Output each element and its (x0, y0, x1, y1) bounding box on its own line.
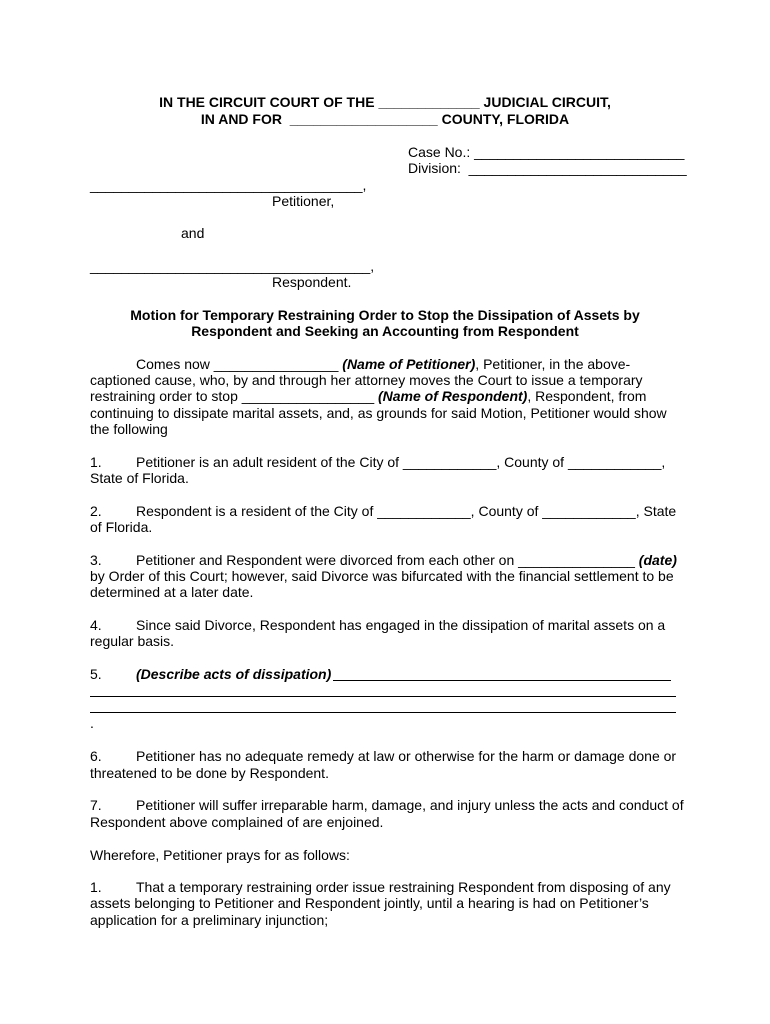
and-label: and (181, 225, 205, 241)
respondent-name-blank: ____________________________________, (90, 258, 375, 274)
motion-title-line1: Motion for Temporary Restraining Order to Stop the Dissipation of Assets by (130, 307, 640, 323)
petitioner-name-blank: ___________________________________, (90, 177, 367, 193)
item-4-line2: regular basis. (90, 633, 175, 649)
item-7-line2: Respondent above complained of are enjoined. (90, 814, 384, 830)
item-4-line1: Since said Divorce, Respondent has engaged in the dissipation of marital assets on a (136, 617, 666, 633)
item-3-line3: determined at a later date. (90, 584, 254, 600)
item-2-number: 2. (90, 503, 102, 519)
respondent-label: Respondent. (272, 274, 352, 290)
prayer-1-line3: application for a preliminary injunction; (90, 912, 329, 928)
item-2-line2: of Florida. (90, 519, 153, 535)
court-heading-line2: IN AND FOR ___________________ COUNTY, FLORIDA (200, 111, 570, 127)
item-5-blank-line2 (90, 696, 676, 697)
petitioner-label: Petitioner, (272, 193, 335, 209)
case-number-field: Case No.: ___________________________ (408, 144, 685, 160)
item-5-label: (Describe acts of dissipation) (136, 666, 332, 682)
item-6-number: 6. (90, 748, 102, 764)
item-3-line1: Petitioner and Respondent were divorced from each other on _______________ (date) (136, 552, 677, 568)
item-5-period: . (90, 715, 94, 731)
item-4-number: 4. (90, 617, 102, 633)
item-3-line2: by Order of this Court; however, said Divorce was bifurcated with the financial settlement to be (90, 568, 674, 584)
prayer-1-line1: That a temporary restraining order issue restraining Respondent from disposing of any (136, 879, 671, 895)
intro-line3: restraining order to stop _________________ (Name of Respondent), Respondent, from (90, 388, 647, 404)
motion-title-line2: Respondent and Seeking an Accounting from Respondent (191, 323, 579, 339)
item-5-number: 5. (90, 666, 102, 682)
intro-line1: Comes now ________________ (Name of Petitioner), Petitioner, in the above- (136, 356, 631, 372)
item-1-number: 1. (90, 454, 102, 470)
item-1-line2: State of Florida. (90, 470, 189, 486)
prayer-1-line2: assets belonging to Petitioner and Respondent jointly, until a hearing is had on Petitioner’s (90, 895, 649, 911)
intro-line5: the following (90, 421, 168, 437)
item-2-line1: Respondent is a resident of the City of ____________, County of ____________, State (136, 503, 677, 519)
intro-line4: continuing to dissipate marital assets, and, as grounds for said Motion, Petitioner would show (90, 405, 667, 421)
item-7-number: 7. (90, 797, 102, 813)
item-7-line1: Petitioner will suffer irreparable harm, damage, and injury unless the acts and conduct of (136, 797, 684, 813)
court-heading-line1: IN THE CIRCUIT COURT OF THE _____________ JUDICIAL CIRCUIT, (159, 94, 611, 110)
item-6-line2: threatened to be done by Respondent. (90, 765, 329, 781)
wherefore-clause: Wherefore, Petitioner prays for as follows: (90, 847, 350, 863)
item-3-number: 3. (90, 552, 102, 568)
item-5-blank-line1 (333, 680, 671, 681)
item-5-blank-line3 (90, 712, 676, 713)
item-1-line1: Petitioner is an adult resident of the City of ____________, County of ____________, (136, 454, 666, 470)
division-field: Division: ____________________________ (408, 160, 687, 176)
intro-line2: captioned cause, who, by and through her attorney moves the Court to issue a temporary (90, 372, 643, 388)
prayer-1-number: 1. (90, 879, 102, 895)
item-6-line1: Petitioner has no adequate remedy at law or otherwise for the harm or damage done or (136, 748, 677, 764)
